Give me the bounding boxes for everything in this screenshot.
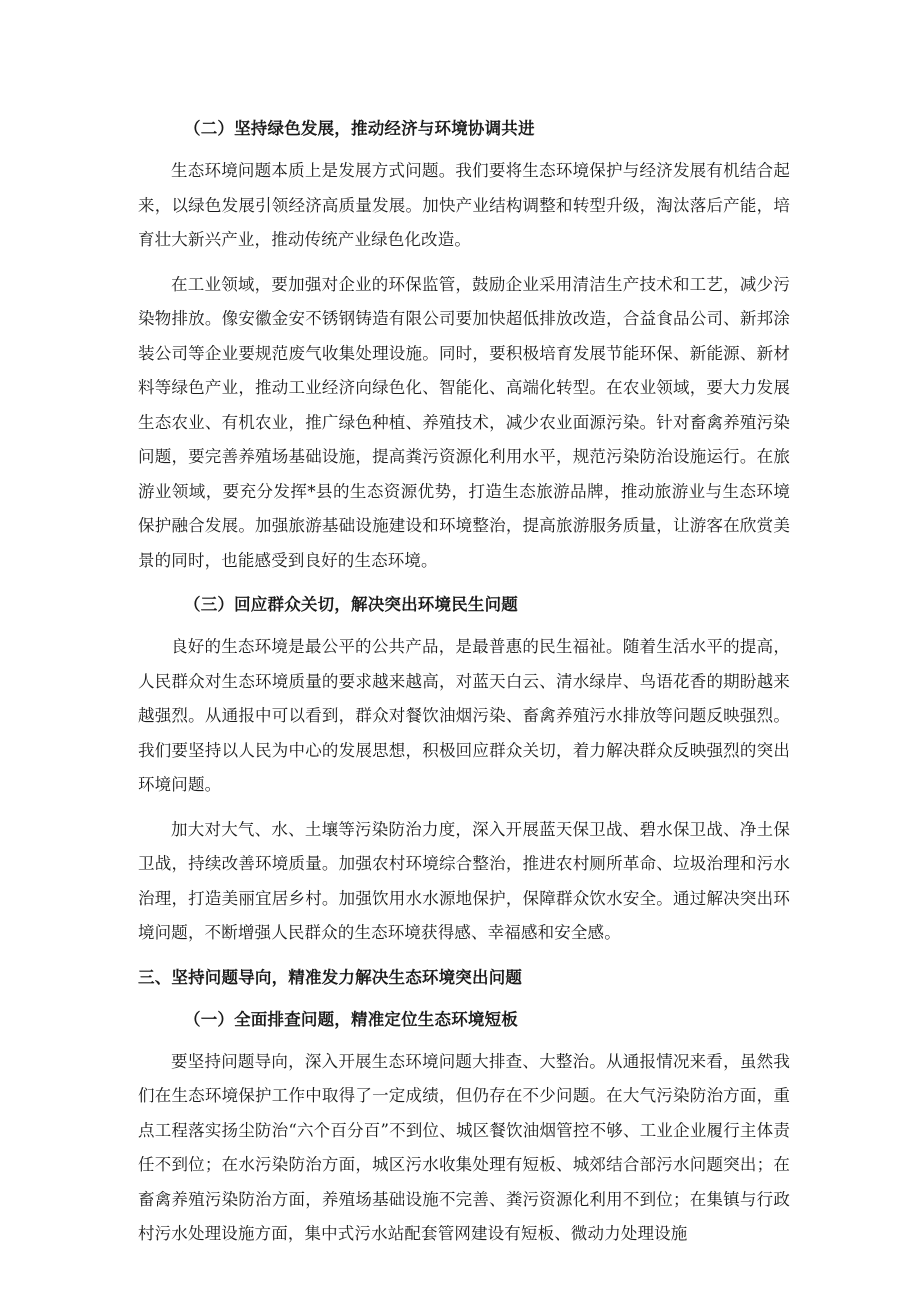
section-subheading: （一）全面排查问题，精准定位生态环境短板: [184, 1009, 518, 1029]
body-paragraph: 生态环境问题本质上是发展方式问题。我们要将生态环境保护与经济发展有机结合起来，以绿色发展引领经济高质量发展。加快产业结构调整和转型升级，淘汰落后产能，培育壮大新兴产业，推动传统产业绿色化改造。: [138, 161, 790, 249]
body-paragraph: 要坚持问题导向，深入开展生态环境问题大排查、大整治。从通报情况来看，虽然我们在生态环境保护工作中取得了一定成绩，但仍存在不少问题。在大气污染防治方面，重点工程落实扬尘防治“六个百分百”不到位、城区餐饮油烟管控不够、工业企业履行主体责任不到位；在水污染防治方面，城区污水收集处理有短板、城郊结合部污水问题突出；在畜禽养殖污染防治方面，养殖场基础设施不完善、粪污资源化利用不到位；在集镇与行政村污水处理设施方面，集中式污水站配套管网建设有短板、微动力处理设施: [138, 1051, 790, 1243]
document-body: [138, 112, 790, 1260]
body-paragraph: 良好的生态环境是最公平的公共产品，是最普惠的民生福祉。随着生活水平的提高，人民群众对生态环境质量的要求越来越高，对蓝天白云、清水绿岸、鸟语花香的期盼越来越强烈。从通报中可以看到，群众对餐饮油烟污染、畜禽养殖污水排放等问题反映强烈。我们要坚持以人民为中心的发展思想，积极回应群众关切，着力解决群众反映强烈的突出环境问题。: [138, 637, 790, 794]
body-paragraph: 在工业领域，要加强对企业的环保监管，鼓励企业采用清洁生产技术和工艺，减少污染物排放。像安徽金安不锈钢铸造有限公司要加快超低排放改造，合益食品公司、新邦涂装公司等企业要规范废气收集处理设施。同时，要积极培育发展节能环保、新能源、新材料等绿色产业，推动工业经济向绿色化、智能化、高端化转型。在农业领域，要大力发展生态农业、有机农业，推广绿色种植、养殖技术，减少农业面源污染。针对畜禽养殖污染问题，要完善养殖场基础设施，提高粪污资源化利用水平，规范污染防治设施运行。在旅游业领域，要充分发挥*县的生态资源优势，打造生态旅游品牌，推动旅游业与生态环境保护融合发展。加强旅游基础设施建设和环境整治，提高旅游服务质量，让游客在欣赏美景的同时，也能感受到良好的生态环境。: [138, 274, 790, 570]
body-paragraph: 加大对大气、水、土壤等污染防治力度，深入开展蓝天保卫战、碧水保卫战、净土保卫战，持续改善环境质量。加强农村环境综合整治，推进农村厕所革命、垃圾治理和污水治理，打造美丽宜居乡村。加强饮用水水源地保护，保障群众饮水安全。通过解决突出环境问题，不断增强人民群众的生态环境获得感、幸福感和安全感。: [138, 819, 790, 942]
section-subheading: （三）回应群众关切，解决突出环境民生问题: [184, 595, 518, 614]
section-heading: 三、坚持问题导向，精准发力解决生态环境突出问题: [138, 967, 523, 987]
section-subheading: （二）坚持绿色发展，推动经济与环境协调共进: [184, 119, 535, 138]
